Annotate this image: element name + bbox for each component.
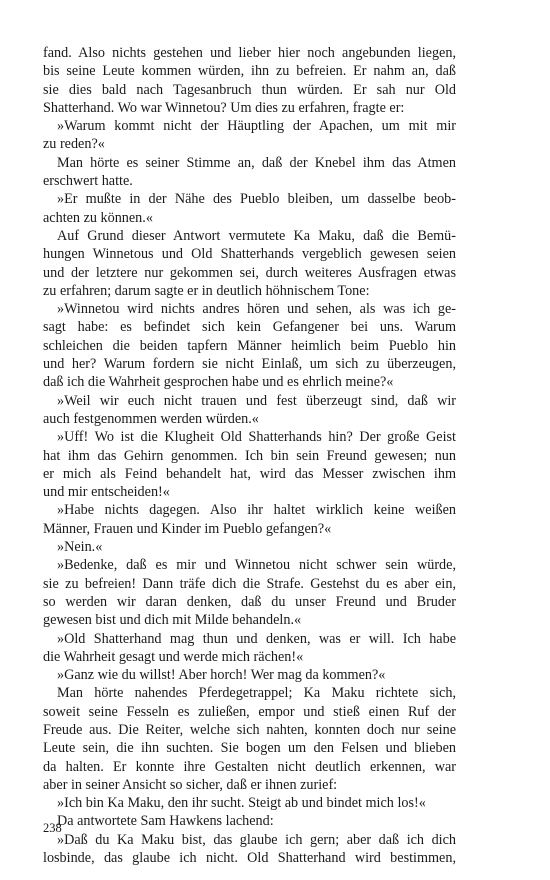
text-line: hat ihm das Gehirn genommen. Ich bin sein Freund gewesen; nun — [43, 447, 456, 464]
text-line: Auf Grund dieser Antwort vermutete Ka Maku, daß die Bemü- — [57, 227, 456, 244]
text-line: daß ich die Wahrheit gesprochen habe und es ehrlich meine?« — [43, 374, 394, 391]
text-line: und mir entscheiden!« — [43, 484, 170, 501]
text-line: »Daß du Ka Maku bist, das glaube ich gern; aber daß ich dich — [57, 831, 456, 848]
text-line: zu erfahren; darum sagte er in deutlich höhnischem Tone: — [43, 282, 370, 299]
text-line: bis seine Leute kommen würden, ihn zu befreien. Er nahm an, daß — [43, 63, 456, 80]
text-line: und her? Warum fordern sie nicht Einlaß, um sich zu überzeugen, — [43, 356, 456, 373]
text-line: »Winnetou wird nichts andres hören und sehen, als was ich ge- — [57, 301, 456, 318]
text-line: und der letztere nur gekommen sei, durch weiteres Ausfragen etwas — [43, 264, 456, 281]
text-line: »Ich bin Ka Maku, den ihr sucht. Steigt ab und bindet mich los!« — [57, 795, 426, 812]
text-line: »Bedenke, daß es mir und Winnetou nicht schwer sein würde, — [57, 557, 456, 574]
text-line: sie dies bald nach Tagesanbruch thun würden. Er sah nur Old — [43, 81, 456, 98]
text-line: »Old Shatterhand mag thun und denken, was er will. Ich habe — [57, 630, 456, 647]
text-line: schleichen die beiden tapfern Männer heimlich beim Pueblo hin — [43, 337, 456, 354]
text-line: »Er mußte in der Nähe des Pueblo bleiben, um dasselbe beob- — [57, 191, 456, 208]
text-line: hungen Winnetous und Old Shatterhands vergeblich gewesen seien — [43, 246, 456, 263]
text-line: »Weil wir euch nicht trauen und fest überzeugt sind, daß wir — [57, 392, 456, 409]
text-line: sagt habe: es befindet sich kein Gefangener bei uns. Warum — [43, 319, 456, 336]
text-line: auch festgenommen werden würden.« — [43, 410, 259, 427]
text-line: erschwert hatte. — [43, 173, 133, 190]
text-line: sie zu befreien! Dann träfe dich die Strafe. Gestehst du es aber ein, — [43, 575, 456, 592]
text-line: so werden wir daran denken, daß du unser Freund und Bruder — [43, 593, 456, 610]
text-line: »Warum kommt nicht der Häuptling der Apachen, um mit mir — [57, 118, 456, 135]
text-line: »Nein.« — [57, 539, 103, 556]
text-line: da halten. Er konnte ihre Gestalten nicht deutlich erkennen, war — [43, 758, 456, 775]
text-line: Männer, Frauen und Kinder im Pueblo gefangen?« — [43, 520, 332, 537]
text-line: Freude aus. Die Reiter, welche sich nahten, konnten doch nur seine — [43, 721, 456, 738]
text-line: zu reden?« — [43, 136, 105, 153]
text-line: »Habe nichts dagegen. Also ihr haltet wirklich keine weißen — [57, 502, 456, 519]
text-line: Da antwortete Sam Hawkens lachend: — [57, 813, 274, 830]
text-line: die Wahrheit gesagt und werde mich rächen!« — [43, 648, 304, 665]
text-line: Man hörte nahendes Pferdegetrappel; Ka Maku richtete sich, — [57, 685, 456, 702]
text-line: achten zu können.« — [43, 209, 153, 226]
text-line: soweit seine Fesseln es zuließen, empor und stieß einen Ruf der — [43, 703, 456, 720]
text-line: Man hörte es seiner Stimme an, daß der Knebel ihm das Atmen — [57, 154, 456, 171]
text-line: losbinde, das glaube ich nicht. Old Shatterhand wird bestimmen, — [43, 850, 456, 867]
text-line: gewesen bist und dich mit Milde behandeln.« — [43, 612, 302, 629]
book-page-text — [43, 44, 456, 867]
text-line: »Ganz wie du willst! Aber horch! Wer mag da kommen?« — [57, 667, 386, 684]
text-line: er mich als Feind behandelt hat, wird das Messer zwischen ihm — [43, 465, 456, 482]
text-line: Shatterhand. Wo war Winnetou? Um dies zu erfahren, fragte er: — [43, 99, 405, 116]
text-line: »Uff! Wo ist die Klugheit Old Shatterhands hin? Der große Geist — [57, 429, 456, 446]
text-line: Leute sein, die ihn suchten. Sie bogen um den Felsen und blieben — [43, 740, 456, 757]
text-line: aber in seiner Ansicht so sicher, daß er ihnen zurief: — [43, 776, 338, 793]
page-number: 238 — [43, 821, 62, 835]
text-line: fand. Also nichts gestehen und lieber hier noch angebunden liegen, — [43, 45, 456, 61]
